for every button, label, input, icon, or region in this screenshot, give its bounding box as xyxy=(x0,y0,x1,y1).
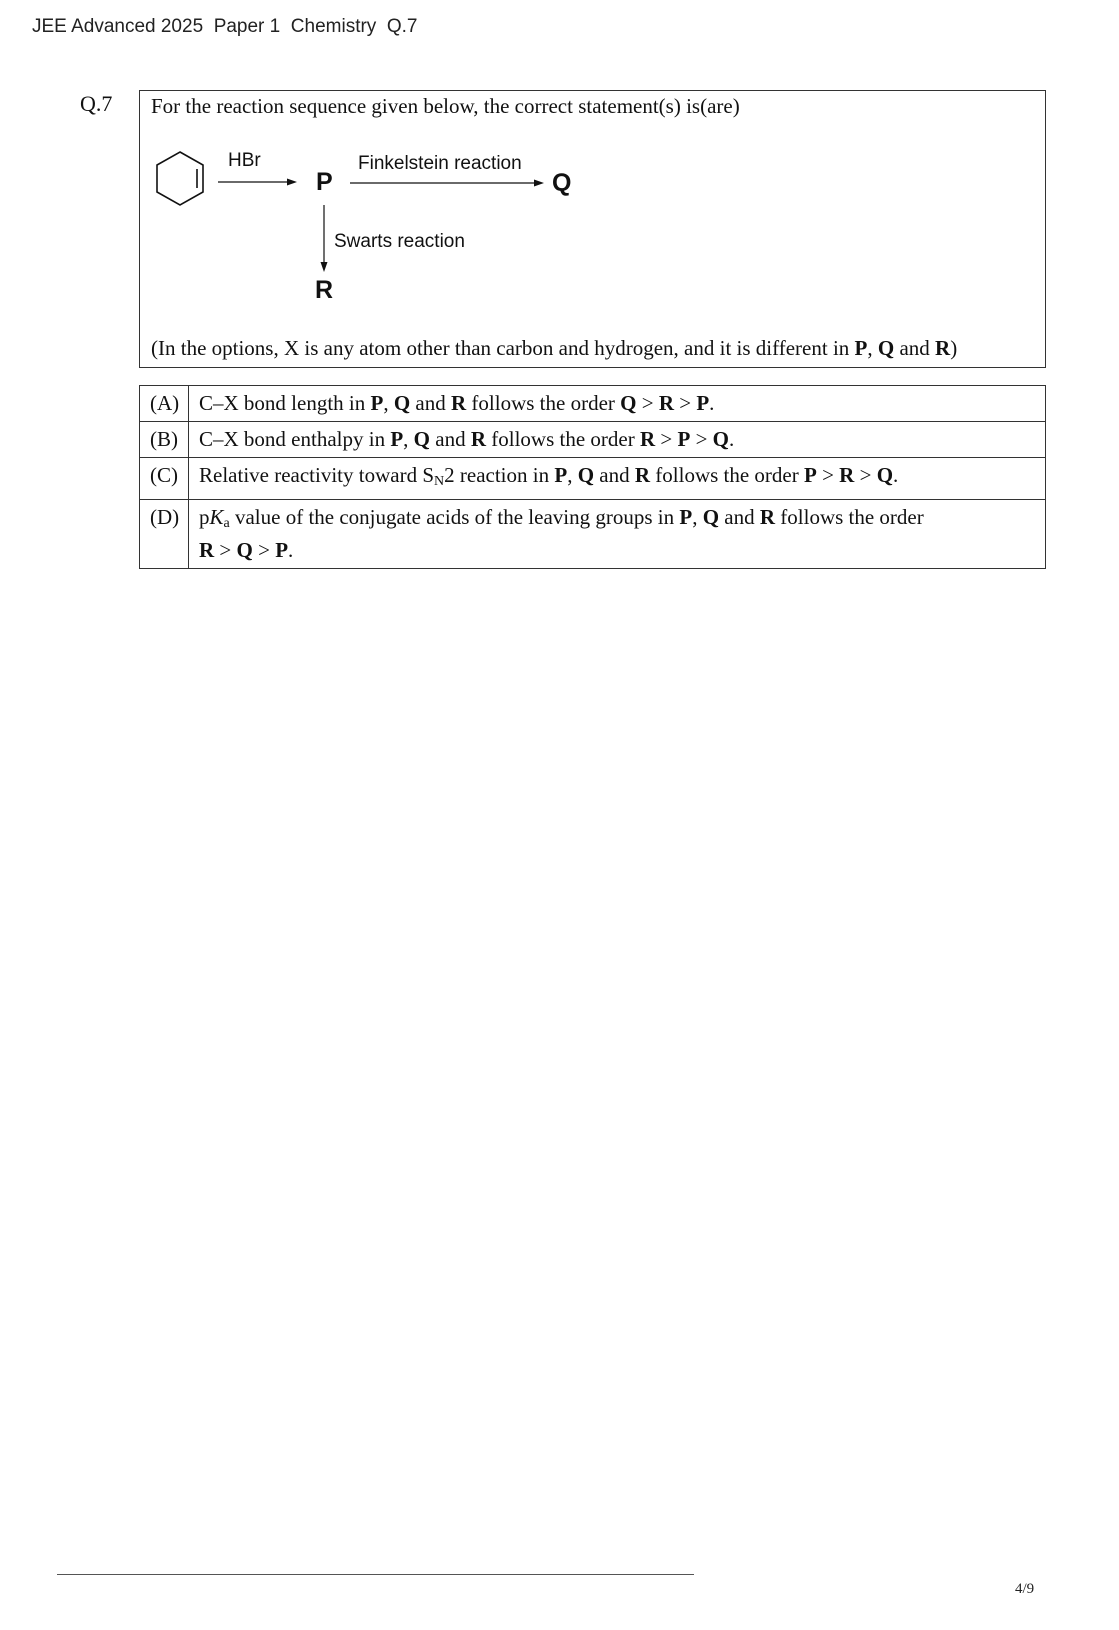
swarts-label: Swarts reaction xyxy=(334,231,465,252)
reaction-scheme xyxy=(140,91,1045,367)
note-r: R xyxy=(935,336,951,360)
option-b-row[interactable] xyxy=(140,422,1046,458)
product-q-label: Q xyxy=(552,169,572,197)
option-b-key: (B) xyxy=(140,422,189,458)
option-c-text: Relative reactivity toward $S_N2$ reaction in P, Q and R follows the order P > R > Q. xyxy=(189,458,1046,500)
option-a-text: C–X bond length in P, Q and R follows the order Q > R > P. xyxy=(189,386,1046,422)
finkelstein-label: Finkelstein reaction xyxy=(358,153,522,174)
question-number: Q.7 xyxy=(80,91,113,116)
product-p-label: P xyxy=(316,168,333,196)
reagent-hbr: HBr xyxy=(228,150,261,171)
option-c-key: (C) xyxy=(140,458,189,500)
footer-rule xyxy=(57,1574,694,1575)
note-text: (In the options, X is any atom other than carbon and hydrogen, and it is different in xyxy=(151,336,855,360)
note-sep: , xyxy=(867,336,878,360)
question-stem: For the reaction sequence given below, the correct statement(s) is(are) xyxy=(151,94,740,118)
arrow-to-q xyxy=(350,180,544,187)
note-p: P xyxy=(854,336,868,360)
option-d-key: (D) xyxy=(140,500,189,569)
options-table xyxy=(139,385,1046,569)
option-a-row[interactable] xyxy=(140,386,1046,422)
page-number: 4/9 xyxy=(1015,1581,1035,1597)
options-note xyxy=(151,336,957,361)
arrow-to-p xyxy=(218,179,297,186)
option-d-row[interactable] xyxy=(140,500,1046,569)
option-c-row[interactable] xyxy=(140,458,1046,500)
note-q: Q xyxy=(877,336,895,360)
note-sep: and xyxy=(894,336,936,360)
page-header: JEE Advanced 2025 Paper 1 Chemistry Q.7 xyxy=(32,16,418,37)
product-r-label: R xyxy=(315,276,334,304)
option-d-text: $pK_a$ value of the conjugate acids of the leaving groups in P, Q and R follows the order R > Q > P. xyxy=(189,500,1046,569)
option-a-key: (A) xyxy=(140,386,189,422)
arrow-to-r xyxy=(321,205,328,272)
option-b-text: C–X bond enthalpy in P, Q and R follows the order R > P > Q. xyxy=(189,422,1046,458)
cyclohexene-structure xyxy=(157,152,203,205)
note-text: ) xyxy=(950,336,958,360)
question-box xyxy=(139,90,1046,368)
